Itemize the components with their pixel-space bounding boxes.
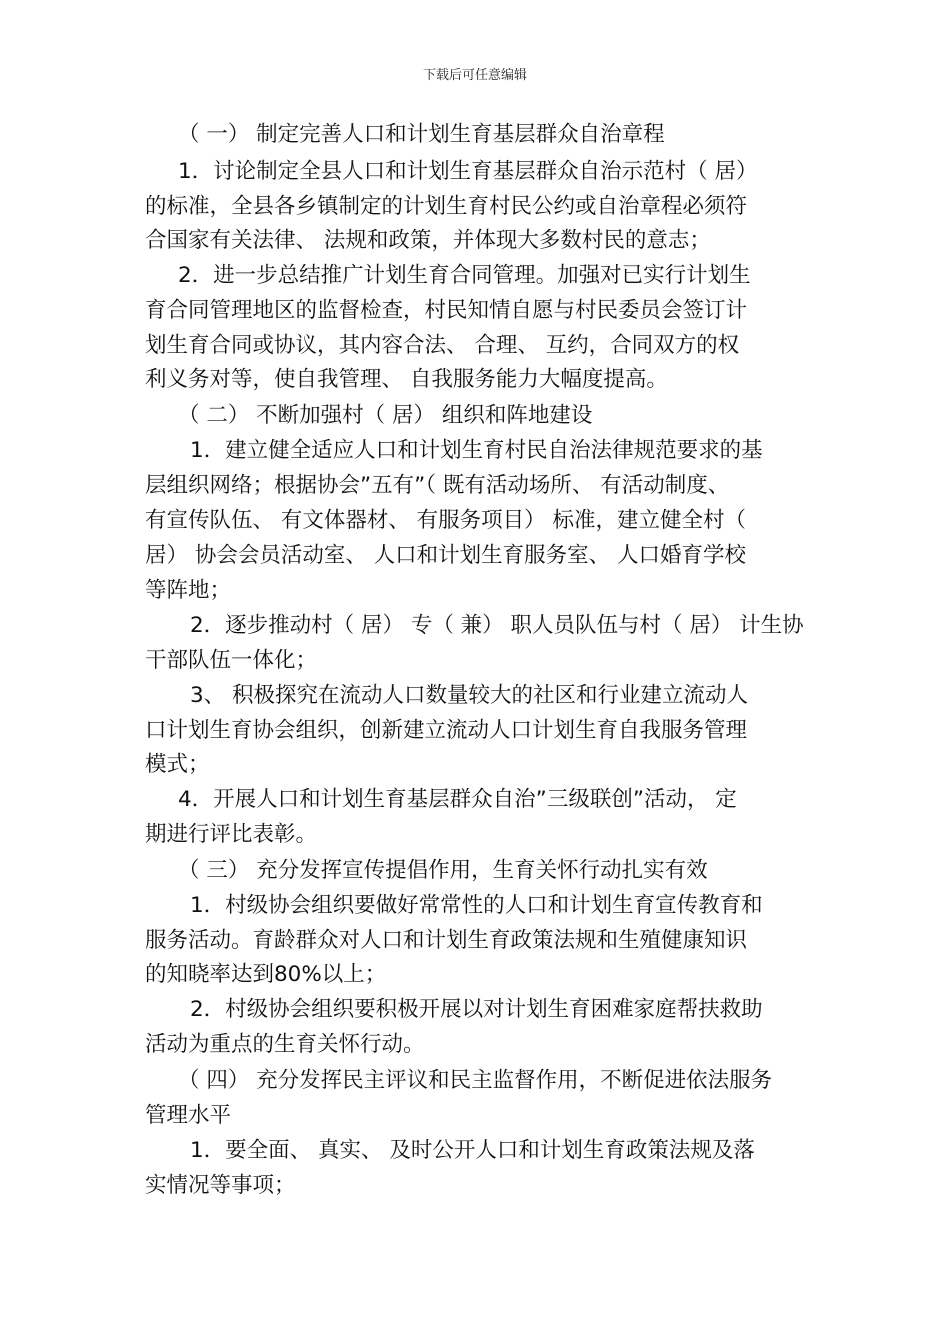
text-line: 活动为重点的生育关怀行动。 [145, 1032, 425, 1057]
text-line: 管理水平 [145, 1103, 232, 1128]
text-line: （ 一） 制定完善人口和计划生育基层群众自治章程 [178, 122, 665, 147]
text-line: 等阵地； [145, 578, 232, 603]
text-line: 1．讨论制定全县人口和计划生育基层群众自治示范村（ 居） [178, 159, 758, 184]
text-line: 有宣传队伍、 有文体器材、 有服务项目） 标准，建立健全村（ [145, 508, 747, 533]
text-line: 期进行评比表彰。 [145, 822, 318, 847]
text-line: 划生育合同或协议，其内容合法、 合理、 互约，合同双方的权 [145, 333, 740, 358]
text-line: 育合同管理地区的监督检查，村民知情自愿与村民委员会签订计 [145, 298, 748, 323]
text-line: 服务活动。育龄群众对人口和计划生育政策法规和生殖健康知识 [145, 928, 748, 953]
text-line: 2．进一步总结推广计划生育合同管理。加强对已实行计划生 [178, 263, 751, 288]
text-line: 合国家有关法律、 法规和政策，并体现大多数村民的意志； [145, 228, 711, 253]
text-line: （ 二） 不断加强村（ 居） 组织和阵地建设 [178, 403, 593, 428]
text-line: 的标准，全县各乡镇制定的计划生育村民公约或自治章程必须符 [145, 194, 748, 219]
text-line: 层组织网络；根据协会”五有”（ 既有活动场所、 有活动制度、 [145, 473, 730, 498]
text-line: （ 四） 充分发挥民主评议和民主监督作用，不断促进依法服务 [178, 1068, 773, 1093]
text-line: 实情况等事项； [145, 1173, 296, 1198]
text-line: 2．逐步推动村（ 居） 专（ 兼） 职人员队伍与村（ 居） 计生协 [190, 613, 804, 638]
text-line: （ 三） 充分发挥宣传提倡作用，生育关怀行动扎实有效 [178, 858, 708, 883]
text-line: 4．开展人口和计划生育基层群众自治”三级联创”活动， 定 [178, 787, 737, 812]
page-header: 下载后可任意编辑 [422, 68, 527, 83]
text-line: 居） 协会会员活动室、 人口和计划生育服务室、 人口婚育学校 [145, 543, 747, 568]
text-line: 的知晓率达到80%以上； [145, 962, 387, 987]
text-line: 1．村级协会组织要做好常常性的人口和计划生育宣传教育和 [190, 893, 763, 918]
text-line: 干部队伍一体化； [145, 648, 318, 673]
text-line: 1．要全面、 真实、 及时公开人口和计划生育政策法规及落 [190, 1138, 755, 1163]
text-line: 1．建立健全适应人口和计划生育村民自治法律规范要求的基 [190, 438, 763, 463]
text-line: 2．村级协会组织要积极开展以对计划生育困难家庭帮扶救助 [190, 997, 763, 1022]
text-line: 利义务对等，使自我管理、 自我服务能力大幅度提高。 [145, 367, 668, 392]
text-line: 3、 积极探究在流动人口数量较大的社区和行业建立流动人 [190, 683, 749, 708]
text-line: 模式； [145, 752, 210, 777]
text-line: 口计划生育协会组织，创新建立流动人口计划生育自我服务管理 [145, 718, 748, 743]
